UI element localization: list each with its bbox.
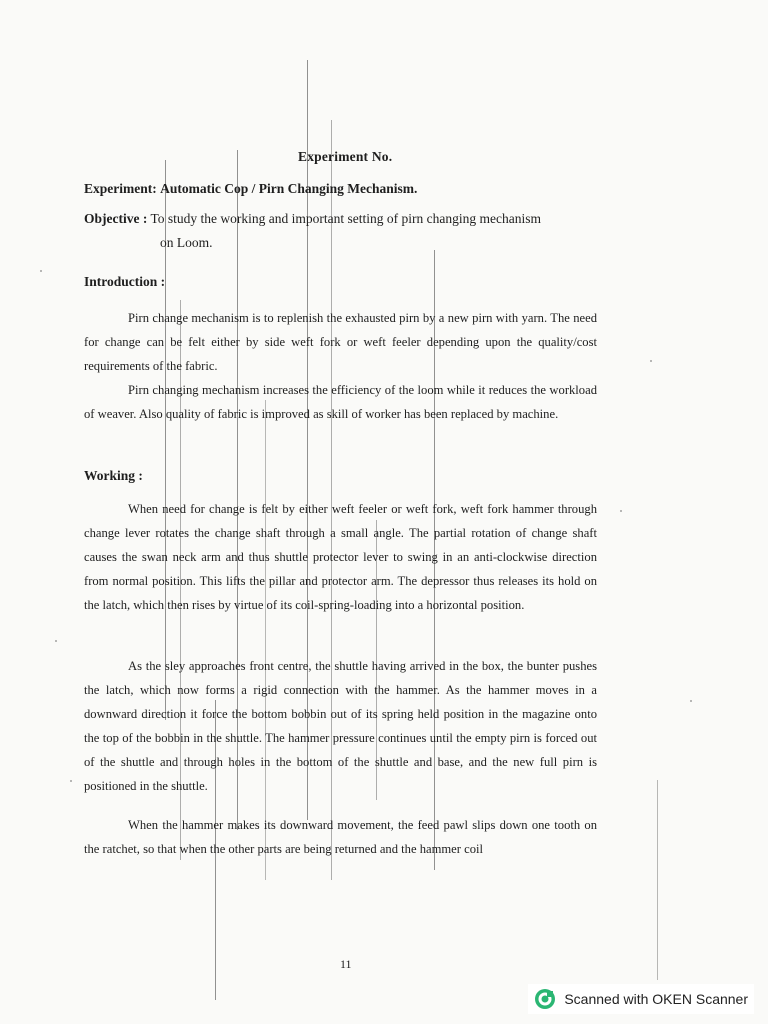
scan-artifact-line	[265, 400, 266, 880]
scan-speck	[620, 510, 622, 512]
experiment-line	[84, 181, 417, 197]
scanner-watermark-text: Scanned with OKEN Scanner	[564, 991, 748, 1007]
paragraph-text: When the hammer makes its downward movement, the feed pawl slips down one tooth on the ratchet, so that when the other parts are being returned and the hammer coil	[84, 818, 597, 856]
working-paragraph-1	[84, 497, 597, 617]
scan-speck	[70, 780, 72, 782]
introduction-paragraph-1	[84, 306, 597, 378]
introduction-paragraph-2	[84, 378, 597, 426]
working-paragraph-3	[84, 813, 597, 861]
objective-line	[84, 211, 541, 227]
paragraph-text: As the sley approaches front centre, the shuttle having arrived in the box, the bunter pushes the latch, which now forms a rigid connection with the hammer. As the hammer moves in a downward direction it force the bottom bobbin out of its spring held position in the magazine onto the top of the bobbin in the shuttle. The hammer pressure continues until the empty pirn is forced out of the shuttle and through holes in the bottom of the shuttle and base, and the new full pirn is positioned in the shuttle.	[84, 659, 597, 793]
objective-text: To study the working and important setting of pirn changing mechanism	[150, 211, 541, 226]
page-number: 11	[340, 957, 352, 971]
working-paragraph-2	[84, 654, 597, 798]
paragraph-text: Pirn changing mechanism increases the efficiency of the loom while it reduces the workload of weaver. Also quality of fabric is improved as skill of worker has been replaced by machine.	[84, 383, 597, 421]
introduction-heading: Introduction :	[84, 274, 166, 289]
experiment-title: Automatic Cop / Pirn Changing Mechanism.	[160, 181, 418, 196]
scanner-watermark	[528, 984, 754, 1014]
objective-line-2: on Loom.	[160, 235, 213, 250]
paragraph-text: When need for change is felt by either weft feeler or weft fork, weft fork hammer through change lever rotates the change shaft through a small angle. The partial rotation of change shaft causes the swan neck arm and thus shuttle protector lever to swing in an anti-clockwise direction from normal position. This lifts the pillar and protector arm. The depressor thus releases its hold on the latch, which then rises by virtue of its coil-spring-loading into a horizontal position.	[84, 502, 597, 612]
scan-speck	[650, 360, 652, 362]
working-heading: Working :	[84, 468, 143, 483]
experiment-number-title: Experiment No.	[298, 149, 393, 164]
experiment-label: Experiment:	[84, 181, 157, 196]
scan-artifact-line	[657, 780, 658, 980]
scan-speck	[55, 640, 57, 642]
scan-speck	[690, 700, 692, 702]
paragraph-text: Pirn change mechanism is to replenish the exhausted pirn by a new pirn with yarn. The need for change can be felt either by side weft fork or weft feeler depending upon the quality/cost requirements of the fabric.	[84, 311, 597, 373]
oken-scanner-logo-icon	[534, 988, 556, 1010]
objective-label: Objective :	[84, 211, 148, 226]
scan-speck	[40, 270, 42, 272]
